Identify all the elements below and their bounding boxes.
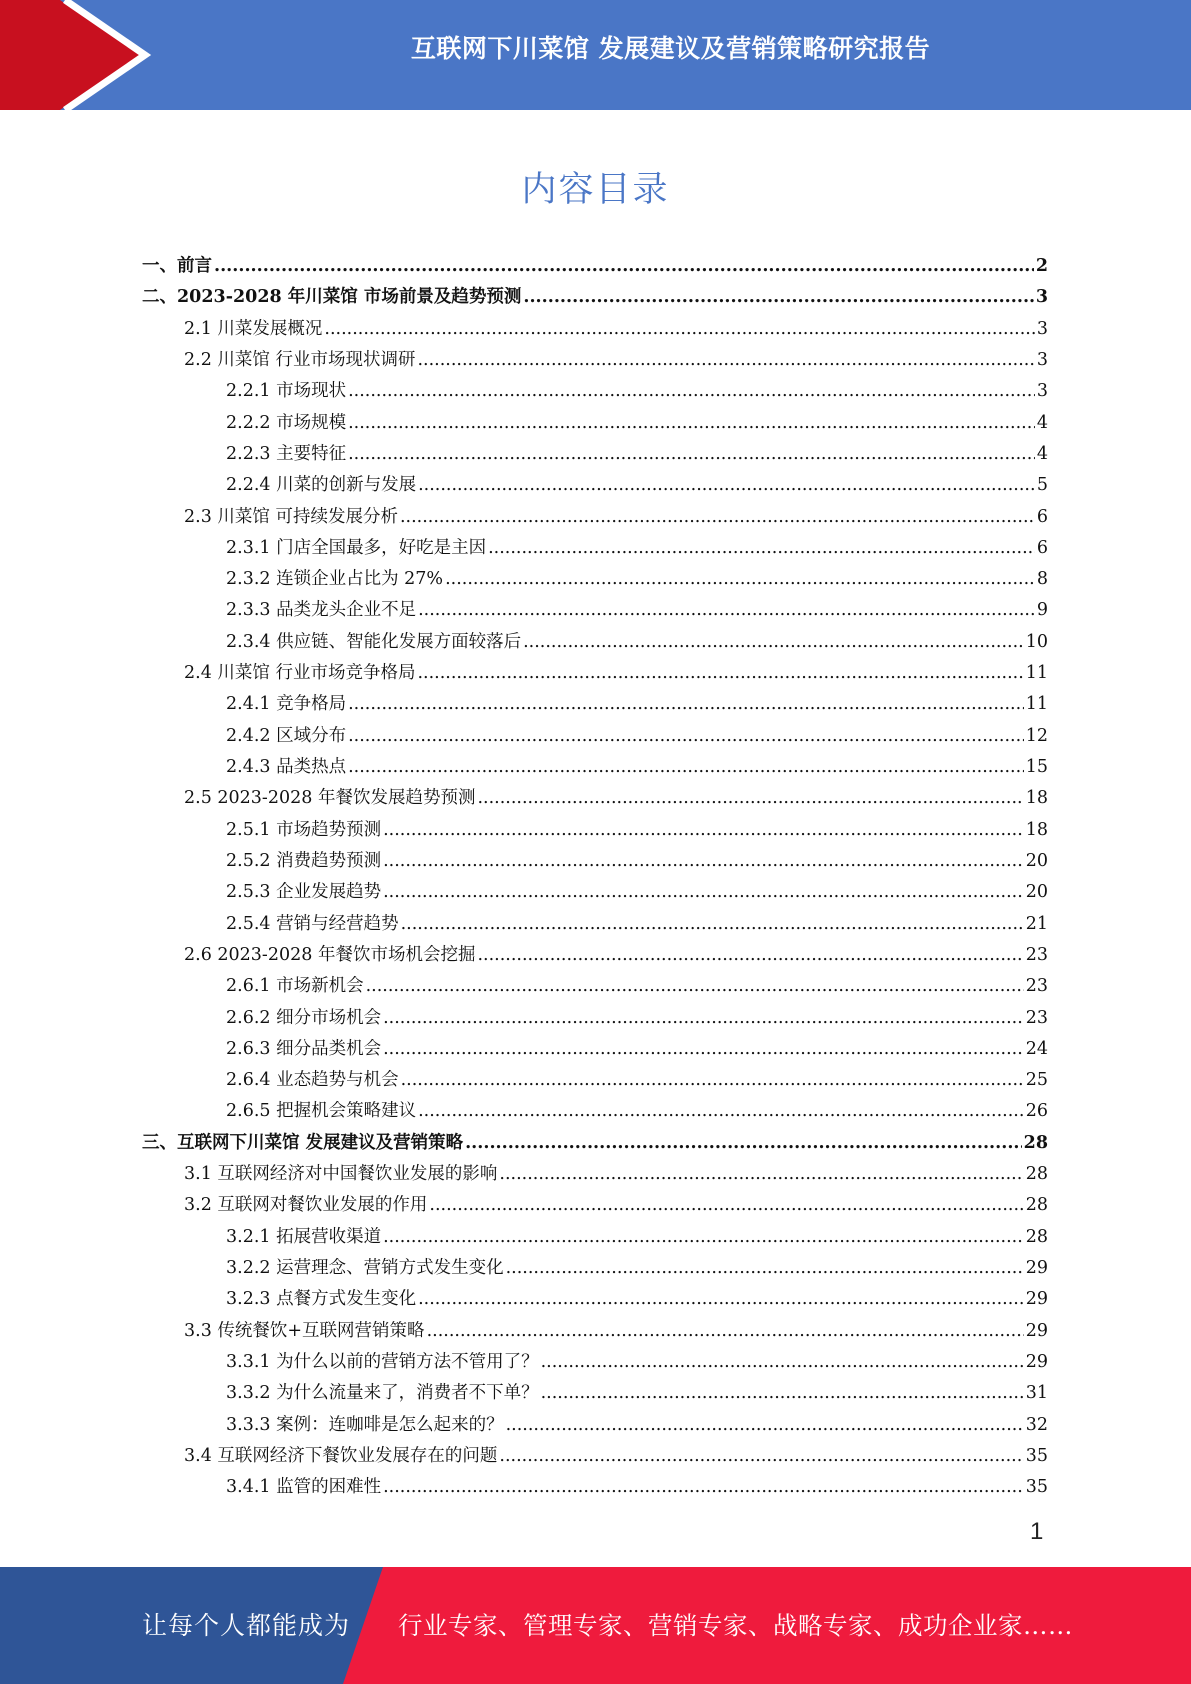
toc-entry[interactable] [142, 503, 1048, 534]
toc-entry-page: 26 [1025, 1101, 1048, 1122]
toc-leader-dots [477, 788, 1023, 808]
toc-leader-dots [429, 1195, 1023, 1215]
toc-entry-page: 3 [1035, 287, 1048, 308]
toc-leader-dots [418, 1101, 1024, 1121]
toc-entry[interactable] [142, 1254, 1048, 1285]
toc-leader-dots [383, 820, 1024, 840]
toc-entry-page: 35 [1025, 1445, 1048, 1466]
toc-leader-dots [383, 882, 1024, 902]
toc-leader-dots [383, 1008, 1024, 1028]
toc-entry-label: 2.3.2 连锁企业占比为 27% [226, 569, 444, 590]
toc-entry[interactable] [142, 252, 1048, 283]
toc-entry-page: 35 [1025, 1477, 1048, 1498]
toc-entry-label: 3.3.2 为什么流量来了，消费者不下单？ [226, 1383, 539, 1404]
toc-leader-dots [418, 475, 1035, 495]
toc-entry-label: 3.4 互联网经济下餐饮业发展存在的问题 [184, 1445, 498, 1466]
toc-leader-dots [400, 507, 1035, 527]
toc-leader-dots [506, 1415, 1024, 1435]
toc-entry-label: 2.1 川菜发展概况 [184, 318, 323, 339]
toc-entry-label: 2.5.2 消费趋势预测 [226, 850, 382, 871]
toc-leader-dots [418, 600, 1035, 620]
toc-entry[interactable] [142, 816, 1048, 847]
toc-leader-dots [401, 1070, 1024, 1090]
toc-entry-page: 3 [1036, 318, 1048, 339]
toc-entry[interactable] [142, 440, 1048, 471]
toc-entry[interactable] [142, 409, 1048, 440]
toc-entry-page: 6 [1036, 537, 1048, 558]
toc-entry-label: 3.2 互联网对餐饮业发展的作用 [184, 1195, 428, 1216]
footer-slogan-left: 让每个人都能成为 [142, 1611, 351, 1640]
toc-entry[interactable] [142, 1442, 1048, 1473]
toc-leader-dots [348, 694, 1024, 714]
toc-entry-label: 2.6.2 细分市场机会 [226, 1007, 382, 1028]
toc-entry[interactable] [142, 1066, 1048, 1097]
toc-entry-label: 2.2.1 市场现状 [226, 381, 347, 402]
toc-entry[interactable] [142, 847, 1048, 878]
toc-entry-label: 3.2.1 拓展营收渠道 [226, 1226, 382, 1247]
toc-entry-page: 6 [1036, 506, 1048, 527]
toc-entry[interactable] [142, 1129, 1048, 1160]
toc-entry-page: 23 [1025, 1007, 1048, 1028]
toc-entry-label: 2.3.4 供应链、智能化发展方面较落后 [226, 631, 522, 652]
toc-entry[interactable] [142, 377, 1048, 408]
toc-entry[interactable] [142, 722, 1048, 753]
toc-entry-label: 2.3 川菜馆 可持续发展分析 [184, 506, 398, 527]
toc-entry-label: 3.3.1 为什么以前的营销方法不管用了？ [226, 1351, 539, 1372]
toc-entry-page: 23 [1025, 976, 1048, 997]
toc-leader-dots [348, 757, 1024, 777]
toc-leader-dots [477, 945, 1023, 965]
toc-entry-label: 2.5 2023-2028 年餐饮发展趋势预测 [184, 788, 476, 809]
toc-entry-label: 2.2.2 市场规模 [226, 412, 347, 433]
toc-entry-label: 二、2023-2028 年川菜馆 市场前景及趋势预测 [142, 287, 522, 308]
toc-entry-page: 11 [1025, 663, 1048, 684]
toc-leader-dots [427, 1321, 1024, 1341]
toc-entry-label: 2.5.1 市场趋势预测 [226, 819, 382, 840]
toc-entry-label: 2.6.3 细分品类机会 [226, 1038, 382, 1059]
toc-entry[interactable] [142, 1285, 1048, 1316]
toc-entry[interactable] [142, 910, 1048, 941]
toc-entry-label: 2.5.4 营销与经营趋势 [226, 913, 399, 934]
toc-entry-page: 8 [1036, 569, 1048, 590]
toc-entry-label: 三、互联网下川菜馆 发展建议及营销策略 [142, 1132, 464, 1153]
toc-entry-page: 2 [1035, 256, 1048, 276]
toc-entry[interactable] [142, 471, 1048, 502]
toc-entry[interactable] [142, 346, 1048, 377]
toc-entry[interactable] [142, 1473, 1048, 1504]
toc-leader-dots [506, 1258, 1024, 1278]
toc-entry-page: 25 [1025, 1070, 1048, 1091]
toc-entry-page: 18 [1025, 788, 1048, 809]
toc-entry-page: 21 [1025, 913, 1048, 934]
toc-entry-page: 29 [1025, 1258, 1048, 1278]
toc-entry[interactable] [142, 628, 1048, 659]
toc-entry[interactable] [142, 972, 1048, 1003]
toc-entry-page: 18 [1025, 819, 1048, 840]
toc-entry-page: 4 [1036, 443, 1048, 464]
toc-entry[interactable] [142, 1004, 1048, 1035]
toc-entry-page: 3 [1036, 349, 1048, 370]
toc-entry[interactable] [142, 784, 1048, 815]
toc-entry-label: 3.4.1 监管的困难性 [226, 1477, 382, 1498]
toc-entry-page: 23 [1025, 944, 1048, 965]
toc-entry-page: 11 [1025, 694, 1048, 715]
page-footer [0, 1567, 1191, 1684]
toc-leader-dots [401, 914, 1024, 934]
page-header [0, 0, 1191, 110]
toc-entry-page: 32 [1025, 1414, 1048, 1435]
toc-leader-dots [499, 1446, 1023, 1466]
toc-leader-dots [348, 726, 1024, 746]
toc-entry-label: 2.2 川菜馆 行业市场现状调研 [184, 349, 416, 370]
page-number: 1 [1030, 1518, 1044, 1545]
toc-entry-label: 2.3.1 门店全国最多，好吃是主因 [226, 537, 487, 558]
toc-entry-label: 2.5.3 企业发展趋势 [226, 882, 382, 903]
toc-entry-page: 9 [1036, 600, 1048, 621]
toc-leader-dots [417, 663, 1023, 683]
toc-leader-dots [541, 1352, 1024, 1372]
toc-entry[interactable] [142, 534, 1048, 565]
toc-entry-label: 3.3.3 案例：连咖啡是怎么起来的？ [226, 1414, 504, 1435]
toc-entry[interactable] [142, 1160, 1048, 1191]
toc-entry-page: 20 [1025, 850, 1048, 871]
toc-entry[interactable] [142, 690, 1048, 721]
footer-slogan-right: 行业专家、管理专家、营销专家、战略专家、成功企业家…… [398, 1611, 1073, 1640]
toc-entry[interactable] [142, 1379, 1048, 1410]
toc-entry-page: 4 [1036, 412, 1048, 433]
toc-entry[interactable] [142, 878, 1048, 909]
toc-entry[interactable] [142, 941, 1048, 972]
toc-entry-label: 2.4 川菜馆 行业市场竞争格局 [184, 663, 416, 684]
toc-entry[interactable] [142, 1035, 1048, 1066]
toc-leader-dots [348, 444, 1035, 464]
toc-entry[interactable] [142, 596, 1048, 627]
toc-entry[interactable] [142, 753, 1048, 784]
toc-entry[interactable] [142, 1317, 1048, 1348]
toc-entry-label: 2.6.1 市场新机会 [226, 976, 364, 997]
toc-entry[interactable] [142, 565, 1048, 596]
toc-entry-label: 3.3 传统餐饮+互联网营销策略 [184, 1320, 425, 1341]
toc-entry-page: 28 [1025, 1195, 1048, 1216]
toc-entry[interactable] [142, 1097, 1048, 1128]
toc-entry-page: 3 [1036, 381, 1048, 402]
report-title: 互联网下川菜馆 发展建议及营销策略研究报告 [410, 34, 931, 63]
toc-entry-page: 31 [1025, 1383, 1048, 1404]
toc-leader-dots [523, 632, 1024, 652]
toc-entry-page: 20 [1025, 882, 1048, 903]
toc-entry-label: 3.2.2 运营理念、营销方式发生变化 [226, 1258, 504, 1278]
toc-leader-dots [383, 1227, 1024, 1247]
toc-leader-dots [348, 381, 1035, 401]
toc-entry-label: 2.4.1 竞争格局 [226, 694, 347, 715]
toc-leader-dots [418, 1289, 1024, 1309]
toc-leader-dots [465, 1133, 1022, 1153]
toc-entry-label: 2.6.4 业态趋势与机会 [226, 1070, 399, 1091]
toc-leader-dots [445, 569, 1035, 589]
toc-entry-page: 29 [1025, 1351, 1048, 1372]
toc-entry[interactable] [142, 659, 1048, 690]
toc-entry-label: 2.6.5 把握机会策略建议 [226, 1101, 417, 1122]
toc-entry-label: 2.2.4 川菜的创新与发展 [226, 475, 417, 496]
toc-leader-dots [366, 976, 1024, 996]
toc-entry-page: 10 [1025, 631, 1048, 652]
toc-leader-dots [417, 350, 1034, 370]
toc-entry-label: 3.1 互联网经济对中国餐饮业发展的影响 [184, 1164, 498, 1185]
toc-entry-page: 5 [1036, 475, 1048, 496]
toc-leader-dots [541, 1383, 1024, 1403]
toc-entry[interactable] [142, 1348, 1048, 1379]
toc-leader-dots [324, 319, 1034, 339]
table-of-contents [142, 252, 1048, 1505]
toc-entry-page: 28 [1025, 1226, 1048, 1247]
toc-entry-page: 12 [1025, 725, 1048, 746]
toc-entry-label: 3.2.3 点餐方式发生变化 [226, 1289, 417, 1310]
toc-leader-dots [214, 256, 1034, 276]
toc-entry-label: 2.4.3 品类热点 [226, 757, 347, 777]
toc-entry-page: 24 [1025, 1038, 1048, 1059]
toc-leader-dots [499, 1164, 1023, 1184]
toc-entry[interactable] [142, 315, 1048, 346]
toc-entry-label: 一、前言 [142, 256, 212, 276]
toc-title: 内容目录 [521, 170, 670, 210]
toc-entry[interactable] [142, 1223, 1048, 1254]
toc-leader-dots [383, 1039, 1024, 1059]
toc-entry-page: 28 [1025, 1164, 1048, 1185]
toc-entry-page: 15 [1025, 757, 1048, 777]
toc-entry[interactable] [142, 1191, 1048, 1222]
toc-entry-page: 28 [1023, 1132, 1048, 1153]
toc-entry[interactable] [142, 1411, 1048, 1442]
toc-entry-page: 29 [1025, 1289, 1048, 1310]
toc-entry-label: 2.4.2 区域分布 [226, 725, 347, 746]
toc-entry-page: 29 [1025, 1320, 1048, 1341]
toc-entry[interactable] [142, 283, 1048, 314]
toc-leader-dots [348, 413, 1035, 433]
toc-entry-label: 2.2.3 主要特征 [226, 443, 347, 464]
toc-leader-dots [488, 538, 1035, 558]
toc-leader-dots [383, 1477, 1024, 1497]
toc-leader-dots [523, 287, 1033, 307]
toc-entry-label: 2.3.3 品类龙头企业不足 [226, 600, 417, 621]
toc-entry-label: 2.6 2023-2028 年餐饮市场机会挖掘 [184, 944, 476, 965]
toc-leader-dots [383, 851, 1024, 871]
